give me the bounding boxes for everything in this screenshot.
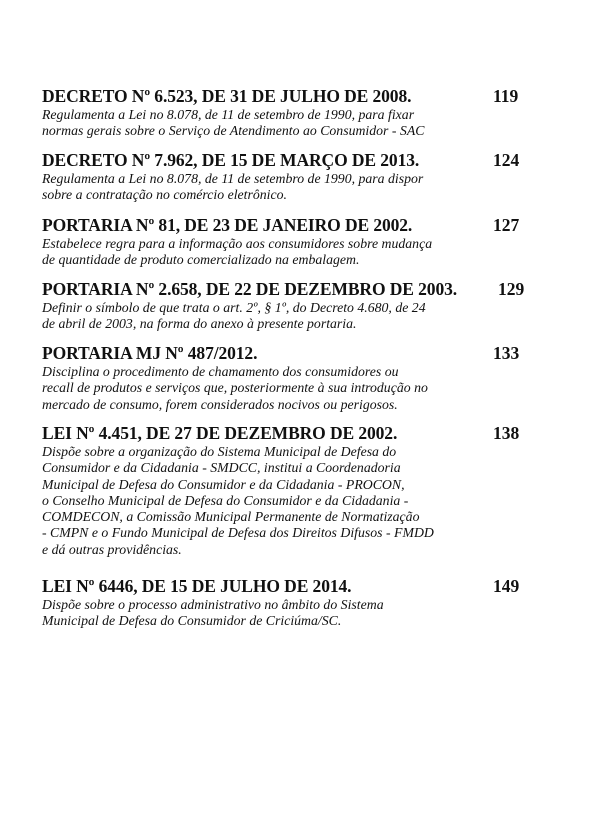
entry-page-number: 149 xyxy=(493,576,520,596)
entry-description: Estabelece regra para a informação aos consumidores sobre mudança de quantidade de produto comercializado na embalagem. xyxy=(42,236,433,268)
entry-page-number: 119 xyxy=(493,86,519,106)
entry-description: Regulamenta a Lei no 8.078, de 11 de setembro de 1990, para dispor sobre a contratação no comércio eletrônico. xyxy=(42,171,424,203)
entry-title: LEI Nº 4.451, DE 27 DE DEZEMBRO DE 2002. xyxy=(42,423,398,443)
entry-title: LEI Nº 6446, DE 15 DE JULHO DE 2014. xyxy=(42,576,352,596)
entry-page-number: 138 xyxy=(493,423,520,443)
entry-title: DECRETO Nº 7.962, DE 15 DE MARÇO DE 2013. xyxy=(42,150,420,170)
entry-description: Definir o símbolo de que trata o art. 2º, § 1º, do Decreto 4.680, de 24 de abril de 2003, na forma do anexo à presente portaria. xyxy=(42,300,426,332)
entry-description: Regulamenta a Lei no 8.078, de 11 de setembro de 1990, para fixar normas gerais sobre o Serviço de Atendimento ao Consumidor - SAC xyxy=(42,107,425,139)
entry-page-number: 127 xyxy=(493,215,520,235)
entry-page-number: 124 xyxy=(493,150,520,170)
entry-title: PORTARIA Nº 81, DE 23 DE JANEIRO DE 2002. xyxy=(42,215,413,235)
entry-description: Dispõe sobre o processo administrativo no âmbito do Sistema Municipal de Defesa do Consumidor de Criciúma/SC. xyxy=(42,597,384,629)
entry-description: Dispõe sobre a organização do Sistema Municipal de Defesa do Consumidor e da Cidadania - SMDCC, institui a Coordenadoria Municipal de Defesa do Consumidor e da Cidadania - PROCON, o Conselho Municipal de Defesa do Consumidor e da Cidadania - COMDECON, a Comissão Municipal Permanente de Normatização - CMPN e o Fundo Municipal de Defesa dos Direitos Difusos - FMDD e dá outras providências. xyxy=(42,444,434,557)
entry-page-number: 133 xyxy=(493,343,520,363)
entry-title: PORTARIA MJ Nº 487/2012. xyxy=(42,343,258,363)
entry-title: DECRETO Nº 6.523, DE 31 DE JULHO DE 2008. xyxy=(42,86,412,106)
entry-page-number: 129 xyxy=(498,279,525,299)
entry-title: PORTARIA Nº 2.658, DE 22 DE DEZEMBRO DE 2003. xyxy=(42,279,458,299)
entry-description: Disciplina o procedimento de chamamento dos consumidores ou recall de produtos e serviços que, posteriormente à sua introdução no mercado de consumo, forem considerados nocivos ou perigosos. xyxy=(42,364,428,412)
